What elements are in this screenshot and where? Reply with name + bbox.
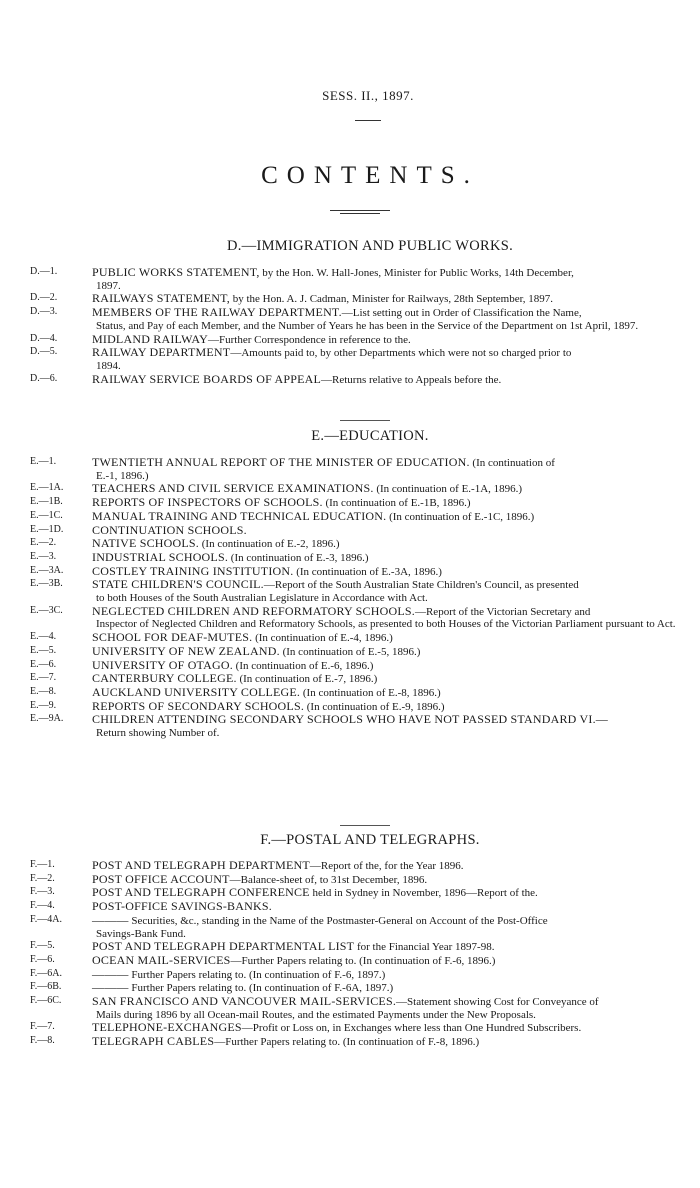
entry-code: F.—5.	[30, 940, 55, 952]
entry-continuation: to both Houses of the South Australian Legislature in Accordance with Act.	[96, 592, 428, 605]
contents-entry	[30, 886, 680, 900]
entry-text	[92, 537, 680, 551]
entry-text	[92, 306, 680, 320]
entry-text	[92, 954, 680, 968]
entry-title: REPORTS OF SECONDARY SCHOOLS.	[92, 698, 305, 713]
entry-description: (In continuation of E.-1C, 1896.)	[386, 510, 535, 523]
entry-description: (In continuation of E.-4, 1896.)	[252, 632, 393, 645]
entry-title: RAILWAYS STATEMENT,	[92, 291, 230, 306]
entry-description: —Amounts paid to, by other Departments which were not so charged prior to	[230, 347, 572, 360]
entry-text	[92, 346, 680, 360]
entry-title: SCHOOL FOR DEAF-MUTES.	[92, 630, 253, 645]
entry-code: F.—6C.	[30, 995, 62, 1007]
entry-title: POST AND TELEGRAPH DEPARTMENTAL LIST	[92, 939, 355, 954]
contents-entry	[30, 672, 680, 686]
entry-title: RAILWAY DEPARTMENT	[92, 345, 231, 360]
contents-entry	[30, 346, 680, 360]
entry-title: COSTLEY TRAINING INSTITUTION.	[92, 563, 294, 578]
title-ornament	[330, 210, 390, 216]
entry-description: —Further Correspondence in reference to the.	[208, 333, 411, 346]
entry-continuation: Savings-Bank Fund.	[96, 927, 186, 940]
entry-description: —Profit or Loss on, in Exchanges where less than One Hundred Subscribers.	[241, 1022, 582, 1035]
entry-code: E.—3.	[30, 550, 57, 562]
entry-code: E.—1D.	[30, 523, 64, 535]
contents-entry	[30, 578, 680, 592]
entry-description: Further Papers relating to. (In continuation of F.-6A, 1897.)	[128, 982, 394, 995]
entry-code: D.—3.	[30, 306, 58, 318]
entry-code: E.—6.	[30, 658, 57, 670]
section-separator	[340, 420, 390, 421]
entry-text	[92, 659, 680, 673]
entry-title: UNIVERSITY OF OTAGO.	[92, 657, 233, 672]
contents-entry	[30, 306, 680, 320]
entry-description: —Report of the Victorian Secretary and	[414, 605, 591, 618]
entry-code: F.—3.	[30, 886, 55, 898]
entry-title: POST AND TELEGRAPH CONFERENCE	[92, 885, 310, 900]
entry-continuation: Return showing Number of.	[96, 727, 220, 740]
section-heading-e: E.—EDUCATION.	[311, 428, 429, 444]
entry-description: held in Sydney in November, 1896—Report of the.	[309, 887, 538, 900]
entry-description: (In continuation of E.-6, 1896.)	[232, 659, 374, 672]
contents-entry	[30, 292, 680, 306]
entry-description: —Report of the South Australian State Children's Council, as presented	[263, 579, 579, 592]
entry-title: TELEPHONE-EXCHANGES	[92, 1020, 242, 1035]
entry-description: —List setting out in Order of Classification the Name,	[341, 307, 582, 320]
header-rule	[355, 120, 381, 121]
contents-entry	[30, 605, 680, 619]
entry-title: ———	[92, 980, 129, 995]
entry-description: (In continuation of E.-1B, 1896.)	[322, 497, 471, 510]
contents-entry	[30, 659, 680, 673]
contents-entry	[30, 686, 680, 700]
entry-continuation: Mails during 1896 by all Ocean-mail Routes, and the estimated Payments under the New Proposals.	[96, 1008, 536, 1021]
entry-text	[92, 700, 680, 714]
contents-entry	[30, 565, 680, 579]
entry-continuation: 1897.	[96, 279, 121, 292]
entry-text	[92, 686, 680, 700]
contents-entry	[30, 631, 680, 645]
entry-text	[92, 886, 680, 900]
entry-title: MANUAL TRAINING AND TECHNICAL EDUCATION.	[92, 508, 387, 523]
contents-entry	[30, 700, 680, 714]
section-separator	[340, 825, 390, 826]
contents-entry	[30, 713, 680, 727]
entry-title: RAILWAY SERVICE BOARDS OF APPEAL	[92, 371, 322, 386]
entry-text	[92, 713, 680, 727]
entry-text	[92, 456, 680, 470]
entry-code: E.—8.	[30, 685, 57, 697]
entry-code: F.—4A.	[30, 913, 62, 925]
entry-title: REPORTS OF INSPECTORS OF SCHOOLS.	[92, 495, 323, 510]
entry-text	[92, 914, 680, 928]
entry-description: Further Papers relating to. (In continuation of F.-6, 1897.)	[128, 968, 386, 981]
entry-description: (In continuation of E.-7, 1896.)	[236, 673, 378, 686]
entry-continuation: Status, and Pay of each Member, and the Number of Years he has been in the Service of the Department on 1st April, 1897.	[96, 319, 639, 332]
entry-text	[92, 373, 680, 387]
contents-entry	[30, 266, 680, 280]
entry-code: F.—1.	[30, 859, 55, 870]
entry-description: —Further Papers relating to. (In continuation of F.-8, 1896.)	[214, 1036, 480, 1049]
entry-description: Securities, &c., standing in the Name of the Postmaster-General on Account of the Post-Office	[128, 914, 548, 927]
entry-code: E.—4.	[30, 631, 57, 643]
entry-description: —Further Papers relating to. (In continuation of F.-6, 1896.)	[230, 954, 496, 967]
entry-title: CHILDREN ATTENDING SECONDARY SCHOOLS WHO HAVE NOT PASSED STANDARD VI.—	[92, 712, 608, 727]
entry-text	[92, 873, 680, 887]
entry-code: F.—7.	[30, 1021, 55, 1033]
entry-text	[92, 496, 680, 510]
contents-entry	[30, 333, 680, 347]
entry-code: E.—1.	[30, 456, 57, 467]
contents-entry	[30, 900, 680, 914]
entry-description: (In continuation of E.-3, 1896.)	[228, 551, 369, 564]
entry-code: E.—1C.	[30, 509, 63, 521]
entry-code: F.—6B.	[30, 981, 62, 993]
entry-text	[92, 900, 680, 914]
contents-entry	[30, 873, 680, 887]
contents-entry	[30, 914, 680, 928]
entry-text	[92, 333, 680, 347]
entry-title: ———	[92, 966, 129, 981]
entry-continuation: 1894.	[96, 359, 121, 372]
section-e-entries	[30, 456, 680, 740]
contents-entry	[30, 373, 680, 387]
entry-code: D.—1.	[30, 266, 58, 277]
contents-entry	[30, 537, 680, 551]
entry-description: by the Hon. W. Hall-Jones, Minister for Public Works, 14th December,	[259, 267, 574, 279]
entry-description: —Report of the, for the Year 1896.	[309, 860, 464, 872]
section-heading-f: F.—POSTAL AND TELEGRAPHS.	[260, 832, 480, 848]
entry-title: NEGLECTED CHILDREN AND REFORMATORY SCHOOLS.	[92, 603, 415, 618]
entry-description: by the Hon. A. J. Cadman, Minister for Railways, 28th September, 1897.	[229, 293, 554, 306]
entry-continuation: E.-1, 1896.)	[96, 469, 149, 482]
entry-description: (In continuation of E.-9, 1896.)	[304, 700, 445, 713]
entry-description: (In continuation of E.-2, 1896.)	[199, 538, 340, 551]
page-title: CONTENTS.	[261, 162, 479, 189]
entry-title: POST OFFICE ACCOUNT	[92, 871, 230, 886]
entry-code: E.—3A.	[30, 564, 64, 576]
entry-text	[92, 631, 680, 645]
section-heading-d: D.—IMMIGRATION AND PUBLIC WORKS.	[226, 238, 514, 254]
entry-text	[92, 482, 680, 496]
entry-code: F.—6A.	[30, 967, 62, 979]
contents-entry	[30, 859, 680, 873]
entry-text	[92, 605, 680, 619]
entry-title: AUCKLAND UNIVERSITY COLLEGE.	[92, 684, 301, 699]
entry-text	[92, 551, 680, 565]
entry-text	[92, 672, 680, 686]
entry-text	[92, 968, 680, 982]
entry-code: E.—5.	[30, 644, 57, 656]
entry-code: E.—3C.	[30, 604, 63, 616]
entry-title: ———	[92, 912, 129, 927]
contents-entry	[30, 524, 680, 538]
entry-text	[92, 859, 680, 873]
entry-description: (In continuation of E.-5, 1896.)	[279, 645, 421, 658]
entry-title: TWENTIETH ANNUAL REPORT OF THE MINISTER OF EDUCATION.	[92, 455, 470, 469]
entry-description: (In continuation of	[469, 457, 555, 469]
section-f-entries	[30, 859, 680, 1049]
contents-entry	[30, 995, 680, 1009]
contents-entry	[30, 1035, 680, 1049]
entry-text	[92, 1021, 680, 1035]
entry-title: TELEGRAPH CABLES	[92, 1034, 215, 1049]
entry-text	[92, 578, 680, 592]
contents-entry	[30, 940, 680, 954]
entry-code: D.—5.	[30, 346, 58, 358]
entry-continuation: Inspector of Neglected Children and Reformatory Schools, as presented to both Houses of the Victorian Parliament pursuant to Act.	[96, 618, 676, 631]
contents-entry	[30, 482, 680, 496]
contents-entry	[30, 551, 680, 565]
entry-code: F.—8.	[30, 1035, 55, 1047]
entry-code: E.—9.	[30, 699, 57, 711]
entry-title: OCEAN MAIL-SERVICES	[92, 952, 231, 967]
entry-description: —Statement showing Cost for Conveyance of	[396, 996, 599, 1009]
entry-title: POST-OFFICE SAVINGS-BANKS.	[92, 899, 272, 914]
entry-description: (In continuation of E.-3A, 1896.)	[293, 565, 442, 578]
contents-entry	[30, 496, 680, 510]
contents-entry	[30, 510, 680, 524]
entry-title: TEACHERS AND CIVIL SERVICE EXAMINATIONS.	[92, 481, 374, 496]
entry-title: POST AND TELEGRAPH DEPARTMENT	[92, 858, 310, 872]
entry-title: MIDLAND RAILWAY	[92, 331, 208, 346]
section-d-entries	[30, 266, 680, 386]
entry-code: F.—6.	[30, 953, 55, 965]
entry-code: E.—9A.	[30, 713, 64, 725]
entry-code: D.—6.	[30, 372, 58, 384]
entry-code: F.—4.	[30, 900, 55, 912]
contents-entry	[30, 954, 680, 968]
entry-code: D.—2.	[30, 292, 58, 304]
entry-code: E.—1B.	[30, 496, 63, 508]
entry-text	[92, 645, 680, 659]
entry-description: (In continuation of E.-1A, 1896.)	[373, 483, 523, 496]
entry-text	[92, 292, 680, 306]
entry-description: for the Financial Year 1897-98.	[354, 941, 495, 954]
entry-text	[92, 524, 680, 538]
entry-text	[92, 995, 680, 1009]
entry-description: (In continuation of E.-8, 1896.)	[300, 686, 441, 699]
entry-title: CANTERBURY COLLEGE.	[92, 671, 237, 686]
entry-text	[92, 266, 680, 280]
entry-title: PUBLIC WORKS STATEMENT,	[92, 265, 260, 279]
contents-entry	[30, 968, 680, 982]
entry-code: F.—2.	[30, 872, 55, 884]
contents-entry	[30, 456, 680, 470]
contents-entry	[30, 1021, 680, 1035]
entry-description: —Returns relative to Appeals before the.	[321, 373, 502, 386]
entry-text	[92, 981, 680, 995]
entry-title: MEMBERS OF THE RAILWAY DEPARTMENT.	[92, 305, 342, 320]
contents-entry	[30, 645, 680, 659]
entry-code: E.—2.	[30, 537, 57, 549]
entry-text	[92, 940, 680, 954]
entry-text	[92, 1035, 680, 1049]
entry-text	[92, 510, 680, 524]
entry-code: E.—7.	[30, 672, 57, 684]
session-header: SESS. II., 1897.	[322, 88, 414, 103]
entry-title: SAN FRANCISCO AND VANCOUVER MAIL-SERVICES.	[92, 994, 397, 1009]
entry-title: STATE CHILDREN'S COUNCIL.	[92, 577, 264, 592]
entry-text	[92, 565, 680, 579]
entry-code: E.—3B.	[30, 578, 63, 590]
entry-code: E.—1A.	[30, 482, 64, 494]
entry-title: UNIVERSITY OF NEW ZEALAND.	[92, 643, 280, 658]
contents-entry	[30, 981, 680, 995]
entry-description: —Balance-sheet of, to 31st December, 1896.	[229, 873, 428, 886]
entry-title: NATIVE SCHOOLS.	[92, 536, 200, 551]
entry-code: D.—4.	[30, 332, 58, 344]
entry-title: INDUSTRIAL SCHOOLS.	[92, 549, 229, 564]
entry-title: CONTINUATION SCHOOLS.	[92, 522, 247, 537]
